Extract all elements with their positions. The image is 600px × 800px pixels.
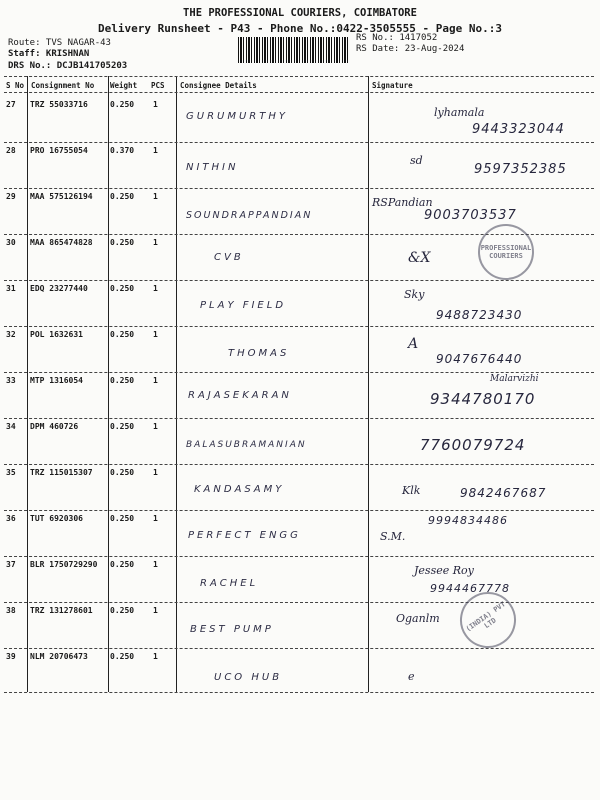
row-weight: 0.250: [110, 514, 135, 523]
row-weight: 0.250: [110, 330, 135, 339]
row-pcs: 1: [153, 514, 158, 523]
row-sno: 34: [6, 422, 16, 431]
row-sno: 28: [6, 146, 16, 155]
signature-handwriting: Oganlm: [396, 612, 440, 625]
row-sno: 32: [6, 330, 16, 339]
consignee-handwriting: KANDASAMY: [194, 484, 285, 495]
row-consignment-no: TRZ 115015307: [30, 468, 93, 477]
table-bottom-border: [4, 692, 594, 693]
consignee-handwriting: GURUMURTHY: [186, 111, 288, 122]
table-row: [4, 96, 594, 142]
rs-date: RS Date: 23-Aug-2024: [356, 44, 465, 54]
signature-handwriting: e: [408, 670, 415, 683]
row-pcs: 1: [153, 100, 158, 109]
signature-handwriting: Sky: [404, 288, 425, 301]
signature-handwriting: &X: [408, 250, 431, 266]
table-row: [4, 510, 594, 556]
table-row: [4, 372, 594, 418]
consignee-handwriting: UCO HUB: [214, 672, 283, 683]
company-stamp: [478, 224, 534, 280]
signature-handwriting: lyhamala: [434, 106, 485, 119]
row-sno: 38: [6, 606, 16, 615]
row-consignment-no: MTP 1316054: [30, 376, 83, 385]
row-weight: 0.250: [110, 468, 135, 477]
table-row: [4, 142, 594, 188]
consignee-handwriting: SOUNDRAPPANDIAN: [186, 210, 313, 221]
consignee-handwriting: PLAY FIELD: [200, 300, 287, 311]
company-title: THE PROFESSIONAL COURIERS, COIMBATORE: [183, 7, 417, 19]
row-weight: 0.250: [110, 560, 135, 569]
consignee-handwriting: THOMAS: [228, 348, 290, 359]
row-pcs: 1: [153, 376, 158, 385]
consignee-handwriting: NITHIN: [186, 162, 239, 173]
row-consignment-no: TRZ 131278601: [30, 606, 93, 615]
phone-handwriting: 9488723430: [436, 308, 523, 322]
row-consignment-no: EDQ 23277440: [30, 284, 88, 293]
signature-handwriting: Klk: [402, 484, 421, 497]
barcode-image: [238, 37, 350, 63]
phone-handwriting: 9443323044: [472, 122, 565, 137]
phone-handwriting: 9842467687: [460, 486, 547, 500]
signature-handwriting: RSPandian: [372, 196, 433, 209]
row-pcs: 1: [153, 192, 158, 201]
staff-text: Staff: KRISHNAN: [8, 49, 90, 59]
consignee-handwriting: PERFECT ENGG: [188, 530, 301, 541]
phone-handwriting: 9994834486: [428, 514, 508, 527]
signature-handwriting: sd: [410, 154, 423, 167]
row-weight: 0.250: [110, 606, 135, 615]
row-weight: 0.250: [110, 100, 135, 109]
row-sno: 29: [6, 192, 16, 201]
header-consignment: Consignment No: [31, 81, 95, 90]
table-row: [4, 556, 594, 602]
signature-handwriting: A: [408, 336, 419, 352]
row-pcs: 1: [153, 652, 158, 661]
row-consignment-no: MAA 575126194: [30, 192, 93, 201]
row-weight: 0.250: [110, 192, 135, 201]
drs-number: DRS No.: DCJB141705203: [8, 61, 128, 71]
row-weight: 0.250: [110, 376, 135, 385]
row-sno: 39: [6, 652, 16, 661]
row-consignment-no: POL 1632631: [30, 330, 83, 339]
signature-handwriting: S.M.: [380, 530, 406, 543]
row-consignment-no: DPM 460726: [30, 422, 79, 431]
header-consignee: Consignee Details: [180, 81, 257, 90]
consignee-handwriting: BALASUBRAMANIAN: [186, 440, 307, 450]
table-row: [4, 326, 594, 372]
row-pcs: 1: [153, 284, 158, 293]
row-pcs: 1: [153, 330, 158, 339]
table-row: [4, 418, 594, 464]
row-pcs: 1: [153, 560, 158, 569]
signature-handwriting: Jessee Roy: [414, 564, 474, 577]
phone-handwriting: 9003703537: [424, 208, 517, 223]
row-pcs: 1: [153, 468, 158, 477]
table-row: [4, 464, 594, 510]
runsheet-subtitle: Delivery Runsheet - P43 - Phone No.:0422-3505555 - Page No.:3: [98, 22, 502, 35]
phone-handwriting: 7760079724: [420, 436, 526, 454]
stamp-text: (INDIA) PVT LTD: [464, 600, 507, 634]
header-weight: Weight: [110, 81, 138, 90]
row-pcs: 1: [153, 422, 158, 431]
row-consignment-no: NLM 20706473: [30, 652, 88, 661]
route-text: Route: TVS NAGAR-43: [8, 38, 111, 48]
header-signature: Signature: [372, 81, 413, 90]
phone-handwriting: 9944467778: [430, 582, 510, 595]
row-consignment-no: MAA 865474828: [30, 238, 93, 247]
row-weight: 0.250: [110, 238, 135, 247]
header-pcs: PCS: [151, 81, 165, 90]
table-row: [4, 648, 594, 694]
signature-handwriting: Malarvizhi: [490, 374, 539, 384]
row-sno: 27: [6, 100, 16, 109]
header-divider: [4, 92, 594, 93]
rs-number: RS No.: 1417052: [356, 33, 438, 43]
row-sno: 31: [6, 284, 16, 293]
row-sno: 33: [6, 376, 16, 385]
row-weight: 0.370: [110, 146, 135, 155]
row-consignment-no: PRO 16755054: [30, 146, 88, 155]
row-pcs: 1: [153, 606, 158, 615]
phone-handwriting: 9344780170: [430, 390, 536, 408]
row-weight: 0.250: [110, 652, 135, 661]
row-sno: 36: [6, 514, 16, 523]
row-weight: 0.250: [110, 284, 135, 293]
row-pcs: 1: [153, 146, 158, 155]
consignee-handwriting: BEST PUMP: [190, 624, 274, 635]
row-consignment-no: TUT 6920306: [30, 514, 83, 523]
consignee-handwriting: CVB: [214, 252, 244, 263]
row-weight: 0.250: [110, 422, 135, 431]
row-pcs: 1: [153, 238, 158, 247]
table-row: [4, 280, 594, 326]
row-sno: 37: [6, 560, 16, 569]
consignee-handwriting: RACHEL: [200, 578, 259, 589]
row-sno: 30: [6, 238, 16, 247]
row-consignment-no: BLR 1750729290: [30, 560, 98, 569]
row-consignment-no: TRZ 55033716: [30, 100, 88, 109]
header-sno: S No: [6, 81, 25, 90]
row-sno: 35: [6, 468, 16, 477]
phone-handwriting: 9047676440: [436, 352, 523, 366]
table-top-border: [4, 76, 594, 77]
stamp-text: PROFESSIONAL COURIERS: [480, 244, 532, 260]
phone-handwriting: 9597352385: [474, 162, 567, 177]
consignee-handwriting: RAJASEKARAN: [188, 390, 292, 401]
